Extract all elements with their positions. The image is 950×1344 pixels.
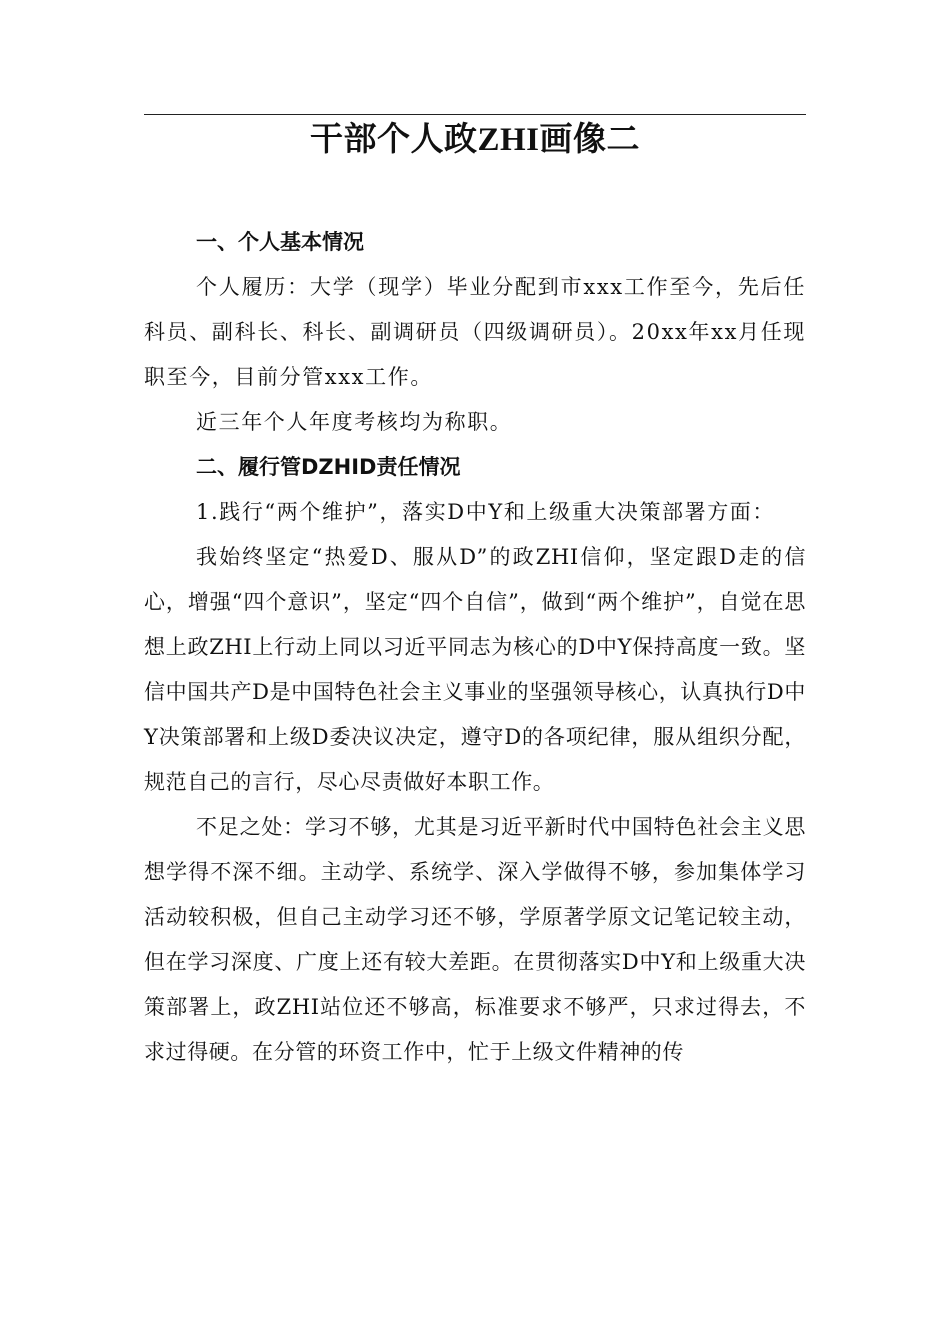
header-rule [144,114,806,115]
paragraph-resume: 个人履历：大学（现学）毕业分配到市xxx工作至今，先后任科员、副科长、科长、副调研员（四级调研员）。20xx年xx月任现职至今，目前分管xxx工作。 [144,275,806,389]
paragraph-assessment: 近三年个人年度考核均为称职。 [196,410,513,434]
paragraph-shortcomings: 不足之处：学习不够，尤其是习近平新时代中国特色社会主义思想学得不深不细。主动学、系统学、深入学做得不够，参加集体学习活动较积极，但自己主动学习还不够，学原著学原文记笔记较主动，但在学习深度、广度上还有较大差距。在贯彻落实D中Y和上级重大决策部署上，政ZHI站位还不够高，标准要求不够严，只求过得去，不求过得硬。在分管的环资工作中，忙于上级文件精神的传 [144,815,806,1064]
document-title: 干部个人政ZHI画像二 [309,122,641,158]
section-heading-responsibility: 二、履行管DZHID责任情况 [196,455,461,479]
paragraph-commitment: 我始终坚定“热爱D、服从D”的政ZHI信仰，坚定跟D走的信心，增强“四个意识”，坚定“四个自信”，做到“两个维护”，自觉在思想上政ZHI上行动上同以习近平同志为核心的D中Y保持高度一致。坚信中国共产D是中国特色社会主义事业的坚强领导核心，认真执行D中Y决策部署和上级D委决议决定，遵守D的各项纪律，服从组织分配，规范自己的言行，尽心尽责做好本职工作。 [144,545,806,794]
document-body [144,220,806,1075]
paragraph-item-1: 1.践行“两个维护”，落实D中Y和上级重大决策部署方面： [196,500,776,524]
section-heading-basic-info: 一、个人基本情况 [196,230,364,254]
